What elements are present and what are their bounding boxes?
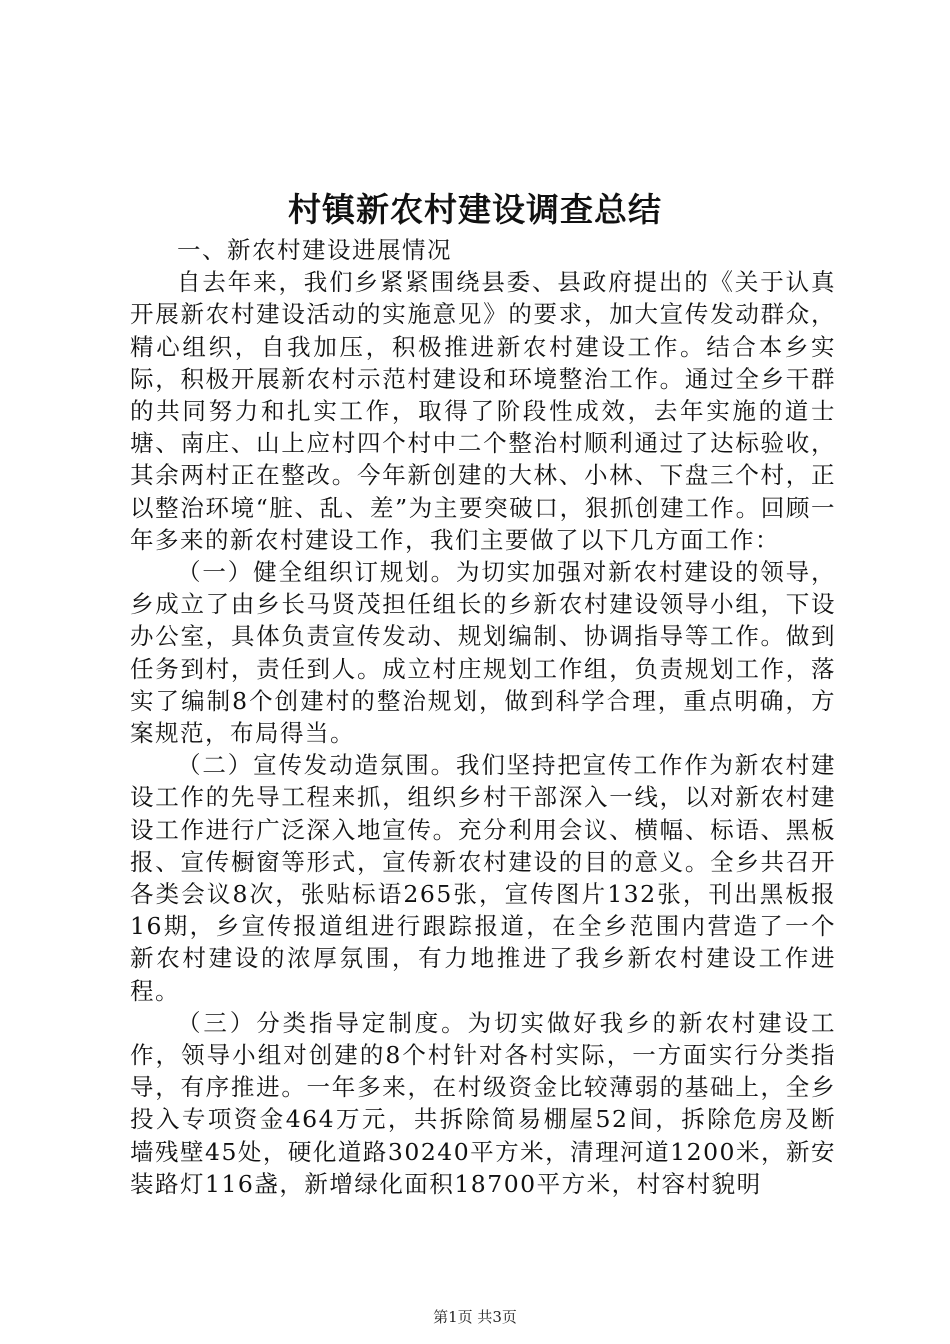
paragraph-intro: 自去年来，我们乡紧紧围绕县委、县政府提出的《关于认真开展新农村建设活动的实施意见》的要求，加大宣传发动群众，精心组织，自我加压，积极推进新农村建设工作。结合本乡实际，积极开展新农村示范村建设和环境整治工作。通过全乡干群的共同努力和扎实工作，取得了阶段性成效，去年实施的道士塘、南庄、山上应村四个村中二个整治村顺利通过了达标验收，其余两村正在整改。今年新创建的大林、小林、下盘三个村，正以整治环境“脏、乱、差”为主要突破口，狠抓创建工作。回顾一年多来的新农村建设工作，我们主要做了以下几方面工作： — [130, 268, 836, 554]
paragraph-guidance: （三）分类指导定制度。为切实做好我乡的新农村建设工作，领导小组对创建的8个村针对各村实际，一方面实行分类指导，有序推进。一年多来，在村级资金比较薄弱的基础上，全乡投入专项资金464万元，共拆除简易棚屋52间，拆除危房及断墙残壁45处，硬化道路30240平方米，清理河道1200米，新安装路灯116盏，新增绿化面积18700平方米，村容村貌明 — [130, 1008, 836, 1198]
document-title: 村镇新农村建设调查总结 — [288, 190, 662, 229]
section-heading: 一、新农村建设进展情况 — [177, 236, 452, 264]
document-body — [130, 234, 836, 1200]
paragraph-publicity: （二）宣传发动造氛围。我们坚持把宣传工作作为新农村建设工作的先导工程来抓，组织乡村干部深入一线，以对新农村建设工作进行广泛深入地宣传。充分利用会议、横幅、标语、黑板报、宣传橱窗等形式，宣传新农村建设的目的意义。全乡共召开各类会议8次，张贴标语265张，宣传图片132张，刊出黑板报16期，乡宣传报道组进行跟踪报道，在全乡范围内营造了一个新农村建设的浓厚氛围，有力地推进了我乡新农村建设工作进程。 — [130, 751, 836, 1005]
page-number-footer: 第1页 共3页 — [433, 1308, 517, 1326]
paragraph-organization: （一）健全组织订规划。为切实加强对新农村建设的领导，乡成立了由乡长马贤茂担任组长的乡新农村建设领导小组，下设办公室，具体负责宣传发动、规划编制、协调指导等工作。做到任务到村，责任到人。成立村庄规划工作组，负责规划工作，落实了编制8个创建村的整治规划，做到科学合理，重点明确，方案规范，布局得当。 — [130, 558, 836, 748]
